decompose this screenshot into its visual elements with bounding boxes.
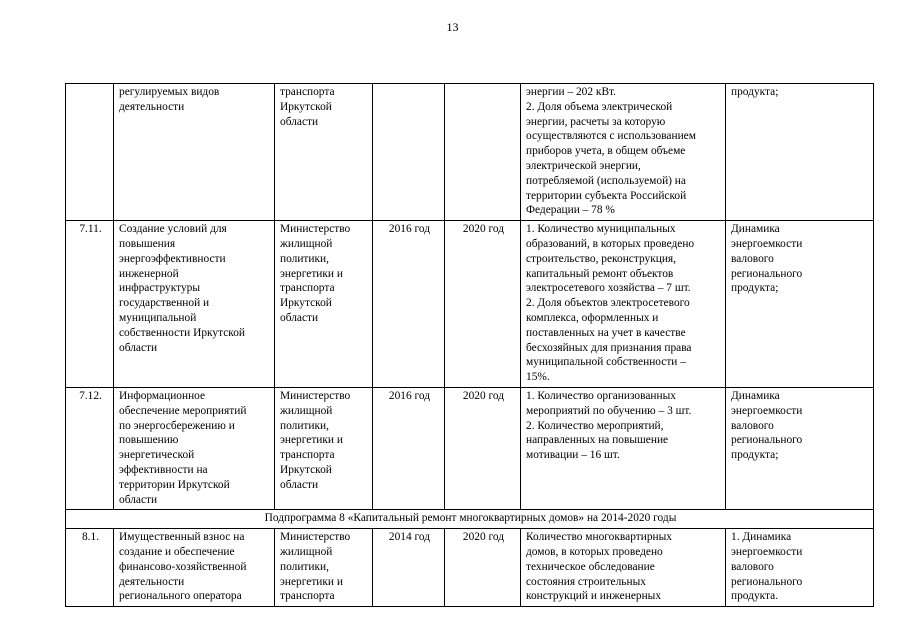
end-year: 2020 год — [445, 221, 521, 388]
row-number: 7.12. — [66, 387, 114, 509]
executor: Министерство жилищной политики, энергетики и транспорта — [275, 529, 373, 607]
page-number: 13 — [446, 20, 459, 34]
executor: Министерство жилищной политики, энергетики и транспорта Иркутской области — [275, 387, 373, 509]
end-year — [445, 84, 521, 221]
indicators: 1. Количество организованных мероприятий по обучению – 3 шт. 2. Количество мероприятий, направленных на повышение мотивации – 16 шт. — [521, 387, 726, 509]
executor: Министерство жилищной политики, энергетики и транспорта Иркутской области — [275, 221, 373, 388]
start-year — [373, 84, 445, 221]
effect: Динамика энергоемкости валового регионального продукта; — [726, 221, 874, 388]
effect: Динамика энергоемкости валового регионального продукта; — [726, 387, 874, 509]
table-row — [66, 529, 874, 607]
measure-name: Имущественный взнос на создание и обеспечение финансово-хозяйственной деятельности регионального оператора — [114, 529, 275, 607]
indicators: 1. Количество муниципальных образований, в которых проведено строительство, реконструкция, капитальный ремонт объектов электросетевого хозяйства – 7 шт. 2. Доля объектов электросетевого комплекса, оформленных и поставленных на учет в качестве бесхозяйных для признания права муниципальной собственности – 15%. — [521, 221, 726, 388]
end-year: 2020 год — [445, 529, 521, 607]
effect: 1. Динамика энергоемкости валового регионального продукта. — [726, 529, 874, 607]
start-year: 2016 год — [373, 387, 445, 509]
row-number: 8.1. — [66, 529, 114, 607]
start-year: 2014 год — [373, 529, 445, 607]
measure-name: регулируемых видов деятельности — [114, 84, 275, 221]
table-row — [66, 84, 874, 221]
effect: продукта; — [726, 84, 874, 221]
measure-name: Создание условий для повышения энергоэффективности инженерной инфраструктуры государственной и муниципальной собственности Иркутской области — [114, 221, 275, 388]
indicators: энергии – 202 кВт. 2. Доля объема электрической энергии, расчеты за которую осуществляются с использованием приборов учета, в общем объеме электрической энергии, потребляемой (используемой) на территории субъекта Российской Федерации – 78 % — [521, 84, 726, 221]
end-year: 2020 год — [445, 387, 521, 509]
indicators: Количество многоквартирных домов, в которых проведено техническое обследование состояния строительных конструкций и инженерных — [521, 529, 726, 607]
table-row — [66, 221, 874, 388]
measures-table — [65, 83, 874, 607]
measure-name: Информационное обеспечение мероприятий по энергосбережению и повышению энергетической эффективности на территории Иркутской области — [114, 387, 275, 509]
table-row — [66, 387, 874, 509]
subprogram-header-row — [66, 510, 874, 529]
start-year: 2016 год — [373, 221, 445, 388]
executor: транспорта Иркутской области — [275, 84, 373, 221]
row-number: 7.11. — [66, 221, 114, 388]
subprogram-title: Подпрограмма 8 «Капитальный ремонт многоквартирных домов» на 2014-2020 годы — [66, 510, 874, 529]
row-number — [66, 84, 114, 221]
